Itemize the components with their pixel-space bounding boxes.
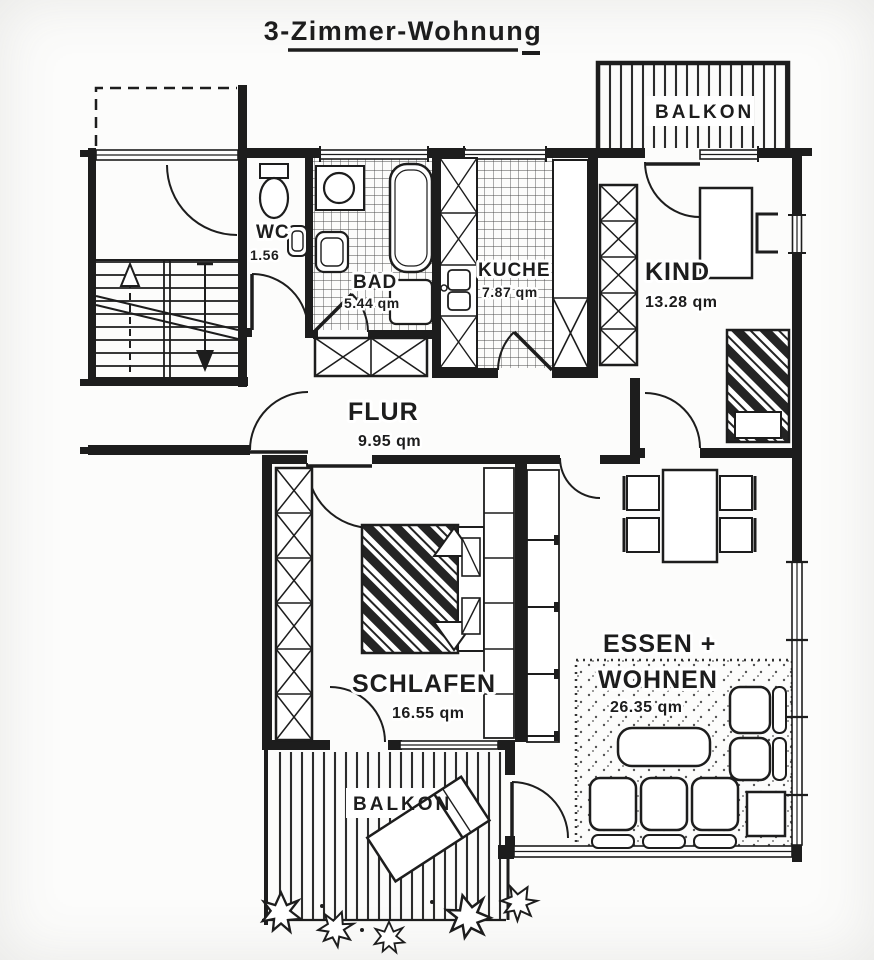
child-room-top-door — [645, 162, 700, 217]
dining-set — [624, 470, 755, 562]
wohnen-label: WOHNEN — [598, 666, 718, 694]
sofa-seat — [590, 778, 636, 830]
hall-wardrobe — [315, 338, 427, 376]
schlafen-area: 16.55 qm — [392, 705, 465, 722]
child-room-furniture — [600, 185, 789, 442]
kitchen-sink-icon — [448, 270, 470, 290]
double-bed — [362, 525, 484, 653]
stair-break-line — [96, 296, 238, 339]
stair-stringer — [164, 260, 170, 377]
stairwell-window — [96, 150, 238, 160]
sofa-back — [592, 835, 634, 848]
dining-chair — [720, 476, 755, 510]
desk-chair — [757, 214, 778, 252]
child-wardrobe — [600, 185, 637, 365]
dining-table — [663, 470, 717, 562]
stair-arrow-up — [121, 264, 139, 372]
dining-chair — [720, 518, 755, 552]
toilet-icon — [260, 178, 288, 218]
kitchen-counter — [440, 158, 477, 368]
balkon-top-label: BALKON — [655, 102, 755, 123]
stair-arrow-down — [196, 264, 214, 372]
wohnen-area: 26.35 qm — [610, 699, 683, 716]
sofa-back — [773, 738, 786, 780]
sofa-seat — [730, 687, 770, 733]
plant-icon — [375, 922, 405, 953]
kueche-label: KUCHE — [478, 260, 551, 281]
kind-area: 13.28 qm — [645, 294, 718, 311]
entrance-door — [250, 392, 308, 452]
living-room-door-arc — [560, 458, 600, 498]
kueche-area: 7.87 qm — [482, 284, 538, 300]
sofa-seat — [730, 738, 770, 780]
wc-area: 1.56 — [250, 247, 280, 263]
schlafen-label: SCHLAFEN — [352, 670, 497, 698]
toilet-tank-icon — [260, 164, 288, 178]
dining-chair — [624, 476, 659, 510]
balkon-bottom-label: BALKON — [353, 794, 453, 815]
child-bed — [727, 330, 789, 442]
bad-label: BAD — [353, 272, 398, 293]
coffee-table — [618, 728, 710, 766]
child-room-balcony-window — [700, 146, 758, 162]
dining-chair — [624, 518, 659, 552]
flur-area: 9.95 qm — [358, 433, 422, 450]
living-balcony-door — [512, 782, 568, 838]
wc-label: WC — [256, 222, 290, 243]
bedroom-wardrobe — [276, 468, 312, 740]
sofa-back — [643, 835, 685, 848]
pillow — [735, 412, 781, 438]
bedroom-door — [307, 463, 372, 528]
stairwell-door-arc — [167, 165, 237, 235]
sofa-seat — [692, 778, 738, 830]
living-shelf — [527, 470, 559, 742]
child-room-lower-door-arc — [645, 393, 700, 448]
bad-area: 5.44 qm — [344, 295, 400, 311]
sofa-back — [694, 835, 736, 848]
plan-title: 3-Zimmer-Wohnung — [263, 16, 543, 46]
flur-label: FLUR — [348, 398, 419, 426]
side-table — [747, 792, 785, 836]
bedroom-furniture — [276, 468, 514, 740]
faucet-icon — [441, 285, 447, 291]
sofa-seat — [641, 778, 687, 830]
sink-basin-icon — [324, 173, 354, 203]
wc-door — [252, 274, 308, 330]
kitchen-tall-cabinet — [553, 160, 588, 368]
bathroom-window — [320, 146, 428, 162]
kind-label: KIND — [645, 258, 711, 286]
stair-landing-dashed — [96, 88, 237, 146]
sofa-back — [773, 687, 786, 733]
essen-label: ESSEN + — [603, 630, 717, 658]
child-room-side-window — [788, 215, 806, 253]
bedroom-balcony-window — [400, 741, 498, 749]
